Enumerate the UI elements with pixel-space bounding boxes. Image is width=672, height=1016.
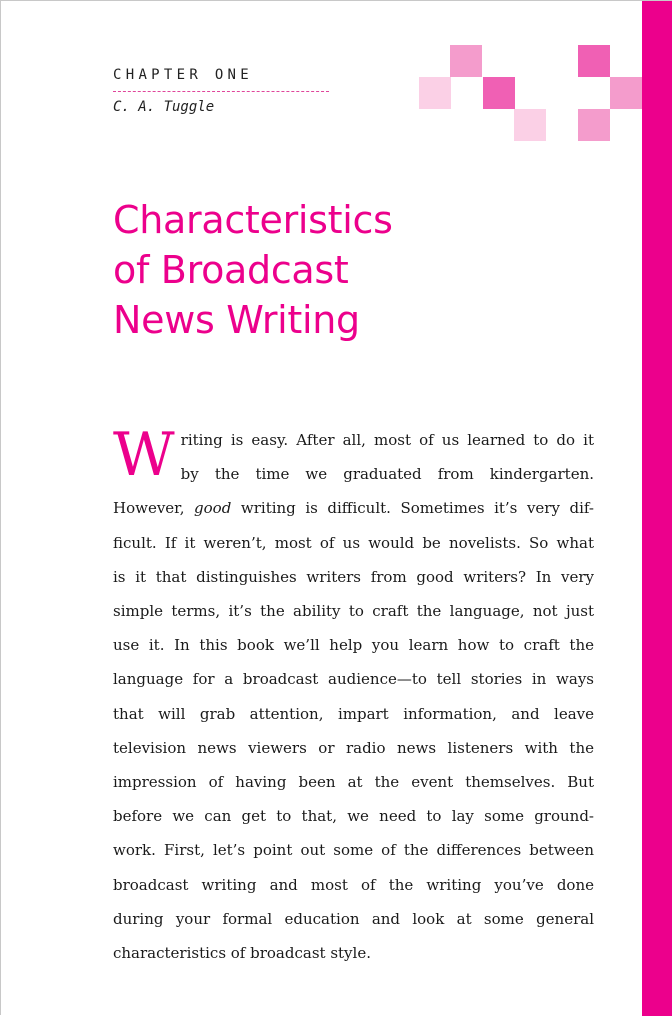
chapter-title: [113, 195, 393, 345]
text-line: use it. In this book we’ll help you learn how to craft the: [113, 636, 594, 655]
text-line: [113, 491, 594, 525]
decor-square: [578, 45, 610, 77]
text-line: ficult. If it weren’t, most of us would be novelists. So what: [113, 533, 594, 552]
text-line: by the time we graduated from kindergarten.: [180, 465, 594, 484]
text-line: language for a broadcast audience—to tell stories in ways: [113, 670, 594, 689]
text-line: broadcast writing and most of the writing you’ve done: [113, 875, 594, 894]
decor-square: [450, 45, 482, 77]
text-line: characteristics of broadcast style.: [113, 944, 371, 963]
text-line: impression of having been at the event themselves. But: [113, 773, 594, 792]
title-line: Characteristics: [113, 198, 393, 242]
text-line: that will grab attention, impart information, and leave: [113, 704, 594, 723]
chapter-label: CHAPTER ONE: [113, 67, 254, 83]
author-name: C. A. Tuggle: [113, 99, 215, 115]
magenta-side-band: [642, 1, 672, 1016]
text-line: work. First, let’s point out some of the differences between: [113, 841, 594, 860]
decor-square: [578, 109, 610, 141]
text-line: is it that distinguishes writers from good writers? In very: [113, 567, 594, 586]
text-line: during your formal education and look at some general: [113, 909, 594, 928]
decor-square: [514, 109, 546, 141]
text-run: writing is difficult. Sometimes it’s very dif-: [231, 499, 594, 518]
title-line: of Broadcast: [113, 248, 349, 292]
body-paragraph: [113, 420, 594, 970]
text-run: However,: [113, 499, 195, 518]
decor-square: [419, 77, 451, 109]
title-line: News Writing: [113, 298, 360, 342]
text-line: television news viewers or radio news listeners with the: [113, 738, 594, 757]
drop-cap: W: [113, 420, 175, 490]
decor-square: [483, 77, 515, 109]
decor-square: [610, 77, 642, 109]
text-line: before we can get to that, we need to lay some ground-: [113, 807, 594, 826]
text-line: simple terms, it’s the ability to craft the language, not just: [113, 602, 594, 621]
text-line: riting is easy. After all, most of us learned to do it: [180, 431, 594, 449]
emphasis-good: good: [194, 499, 232, 518]
chapter-divider: [113, 91, 329, 92]
